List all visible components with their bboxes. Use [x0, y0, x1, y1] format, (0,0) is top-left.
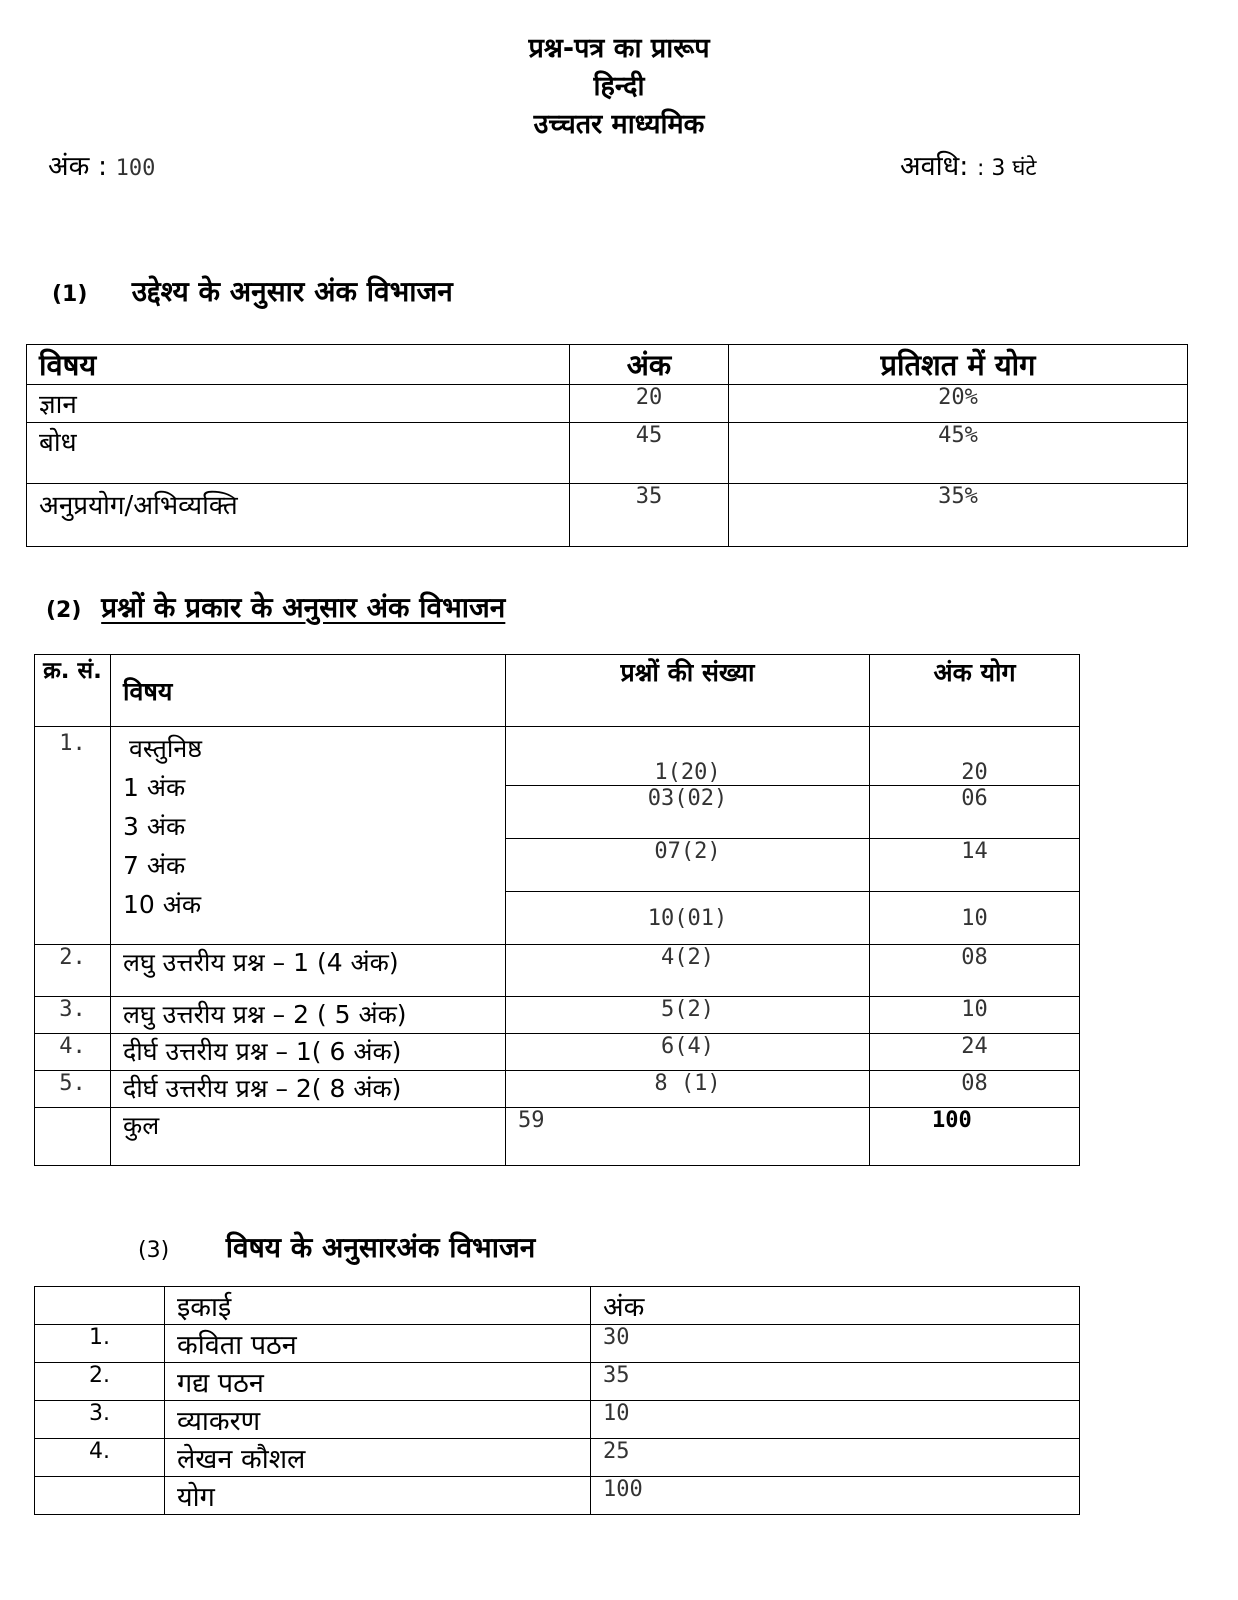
count-cell: 1(20) — [506, 727, 870, 786]
table-row — [35, 1439, 1080, 1477]
row-marks: 45 — [570, 423, 729, 484]
table-row — [35, 727, 1080, 945]
row-count: 6(4) — [506, 1034, 870, 1071]
subject-title: हिन्दी — [593, 71, 645, 102]
row-percent: 35% — [729, 484, 1188, 547]
duration-info — [900, 146, 1036, 183]
total-cell: 10 — [961, 905, 988, 931]
objective-item-label: 1 अंक — [123, 773, 186, 802]
question-type-table — [34, 654, 1080, 1166]
row-serial: 1. — [35, 1325, 165, 1363]
row-count: 4(2) — [506, 945, 870, 997]
col-header-serial — [35, 1287, 165, 1325]
objective-item-label: 7 अंक — [123, 851, 186, 880]
table-row — [35, 945, 1080, 997]
col-header-total: अंक योग — [870, 655, 1080, 727]
row-unit: गद्य पठन — [165, 1363, 591, 1401]
col-header-subject: विषय — [27, 345, 570, 385]
table-row — [35, 997, 1080, 1034]
total-label: कुल — [111, 1108, 506, 1166]
objective-cell — [111, 727, 506, 945]
row-marks: 35 — [591, 1363, 1080, 1401]
col-header-serial: क्र. सं. — [35, 655, 111, 727]
row-marks: 25 — [591, 1439, 1080, 1477]
total-count: 59 — [506, 1108, 870, 1166]
count-cell: 07(2) — [506, 839, 870, 892]
col-header-marks: अंक — [591, 1287, 1080, 1325]
section1-title: उद्देश्य के अनुसार अंक विभाजन — [131, 275, 453, 308]
total-cell: 20 — [870, 727, 1080, 786]
row-subject: अनुप्रयोग/अभिव्यक्ति — [27, 484, 570, 547]
row-serial: 5. — [35, 1071, 111, 1108]
row-marks: 20 — [570, 385, 729, 423]
table-row — [35, 1071, 1080, 1108]
row-serial: 3. — [35, 1401, 165, 1439]
section2-number: (2) — [46, 598, 82, 623]
table-total-row — [35, 1108, 1080, 1166]
row-total: 08 — [870, 1071, 1080, 1108]
section1-heading — [52, 272, 453, 310]
paper-title: प्रश्न-पत्र का प्रारूप — [528, 33, 710, 64]
table-row — [35, 1363, 1080, 1401]
row-serial: 4. — [35, 1439, 165, 1477]
col-header-marks: अंक — [570, 345, 729, 385]
row-percent: 20% — [729, 385, 1188, 423]
total-marks: 100 — [870, 1108, 1080, 1166]
objective-item-label: 3 अंक — [123, 812, 186, 841]
section3-title: विषय के अनुसारअंक विभाजन — [225, 1231, 536, 1264]
total-cell: 06 — [870, 786, 1080, 839]
col-header-count: प्रश्नों की संख्या — [506, 655, 870, 727]
total-serial-empty — [35, 1477, 165, 1515]
section2-title: प्रश्नों के प्रकार के अनुसार अंक विभाजन — [101, 591, 506, 624]
row-serial: 2. — [35, 945, 111, 997]
table-row — [27, 423, 1188, 484]
row-serial: 1. — [35, 727, 111, 945]
duration-label: अवधि: — [900, 151, 969, 182]
section3-heading — [138, 1228, 535, 1266]
row-unit: कविता पठन — [165, 1325, 591, 1363]
table-row — [27, 385, 1188, 423]
section1-number: (1) — [52, 282, 88, 307]
table-row — [27, 484, 1188, 547]
count-cell: 03(02) — [506, 786, 870, 839]
total-label: योग — [165, 1477, 591, 1515]
objective-item-label: 10 अंक — [123, 890, 202, 919]
marks-label: अंक : — [48, 151, 108, 182]
table-row — [35, 1034, 1080, 1071]
level-title: उच्चतर माध्यमिक — [533, 109, 705, 140]
row-serial: 4. — [35, 1034, 111, 1071]
section2-heading — [46, 588, 505, 626]
row-total: 08 — [870, 945, 1080, 997]
total-marks: 100 — [591, 1477, 1080, 1515]
marks-value: 100 — [115, 156, 156, 181]
total-cell: 14 — [870, 839, 1080, 892]
row-count: 8 (1) — [506, 1071, 870, 1108]
row-count: 5(2) — [506, 997, 870, 1034]
row-marks: 30 — [591, 1325, 1080, 1363]
row-serial: 3. — [35, 997, 111, 1034]
objective-values — [506, 727, 1080, 945]
col-header-unit: इकाई — [165, 1287, 591, 1325]
table-row — [35, 1325, 1080, 1363]
table-row — [35, 1401, 1080, 1439]
row-subject: ज्ञान — [27, 385, 570, 423]
row-total: 10 — [870, 997, 1080, 1034]
objective-values-table — [506, 727, 1079, 944]
col-header-percent: प्रतिशत में योग — [729, 345, 1188, 385]
table-total-row — [35, 1477, 1080, 1515]
row-unit: व्याकरण — [165, 1401, 591, 1439]
total-serial-empty — [35, 1108, 111, 1166]
count-cell: 10(01) — [506, 892, 870, 945]
section3-number: (3) — [138, 1238, 170, 1263]
col-header-subject: विषय — [111, 655, 506, 727]
duration-value: : 3 घंटे — [976, 156, 1037, 181]
unit-marks-table — [34, 1286, 1080, 1515]
row-marks: 35 — [570, 484, 729, 547]
row-subject: बोध — [27, 423, 570, 484]
row-total: 24 — [870, 1034, 1080, 1071]
row-marks: 10 — [591, 1401, 1080, 1439]
row-serial: 2. — [35, 1363, 165, 1401]
row-subject: लघु उत्तरीय प्रश्न – 2 ( 5 अंक) — [111, 997, 506, 1034]
marks-info — [48, 146, 155, 183]
row-unit: लेखन कौशल — [165, 1439, 591, 1477]
table-header-row — [35, 1287, 1080, 1325]
row-subject: दीर्घ उत्तरीय प्रश्न – 2( 8 अंक) — [111, 1071, 506, 1108]
objective-title: वस्तुनिष्ठ — [129, 734, 202, 763]
row-percent: 45% — [729, 423, 1188, 484]
row-subject: लघु उत्तरीय प्रश्न – 1 (4 अंक) — [111, 945, 506, 997]
objective-marks-table — [26, 344, 1188, 547]
row-subject: दीर्घ उत्तरीय प्रश्न – 1( 6 अंक) — [111, 1034, 506, 1071]
